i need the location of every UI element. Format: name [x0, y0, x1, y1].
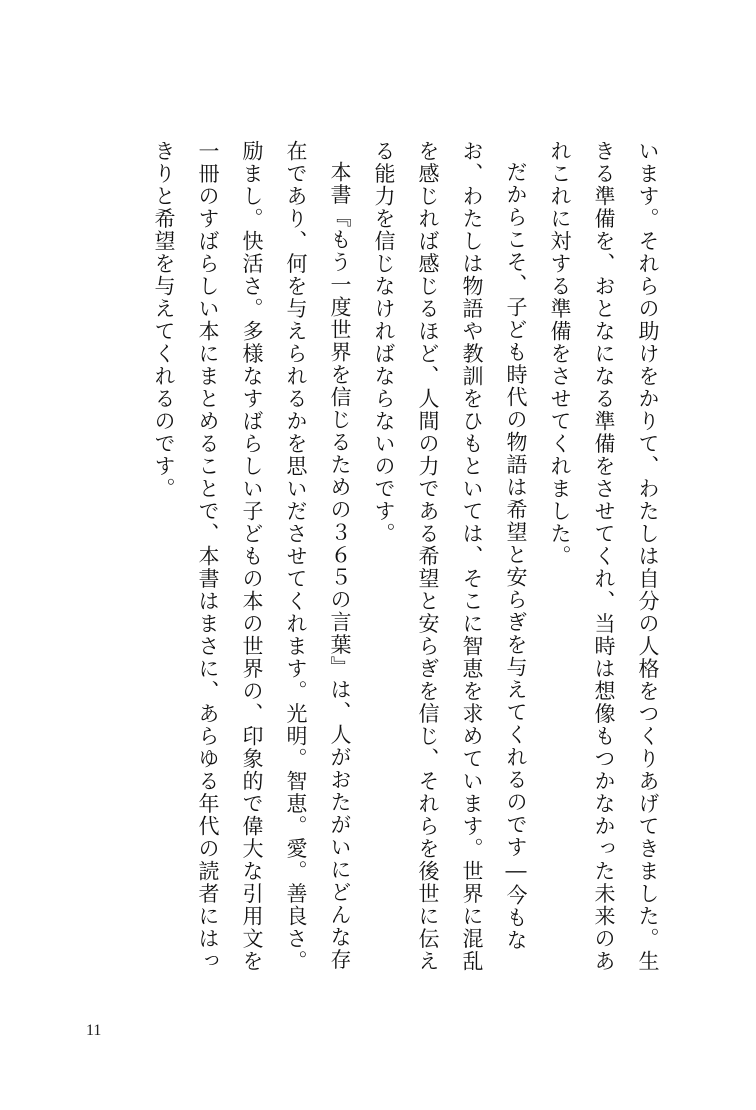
vertical-text-body: [130, 140, 670, 980]
paragraph-1: います。それらの助けをかりて、わたしは自分の人格をつくりあげてきました。生きる準備を、おとなになる準備をさせてくれ、当時は想像もつかなかった未来のあれこれに対する準備をさせてくれました。: [548, 140, 660, 973]
paragraph-3: 本書『もう一度世界を信じるための３６５の言葉』は、人がおたがいにどんな存在であり、何を与えられるかを思いださせてくれます。光明。智恵。愛。善良さ。励まし。快活さ。多様なすばらしい子どもの本の世界の、印象的で偉大な引用文を一冊のすばらしい本にまとめることで、本書はまさに、あらゆる年代の読者にはっきりと希望を与えてくれるのです。: [152, 140, 352, 973]
page-number: 11: [86, 1022, 102, 1039]
paragraph-2: だからこそ、子ども時代の物語は希望と安らぎを与えてくれるのです―今もなお、わたしは物語や教訓をひもといては、そこに智恵を求めています。世界に混乱を感じれば感じるほど、人間の力である希望と安らぎを信じ、それらを後世に伝える能力を信じなければならないのです。: [372, 140, 528, 973]
